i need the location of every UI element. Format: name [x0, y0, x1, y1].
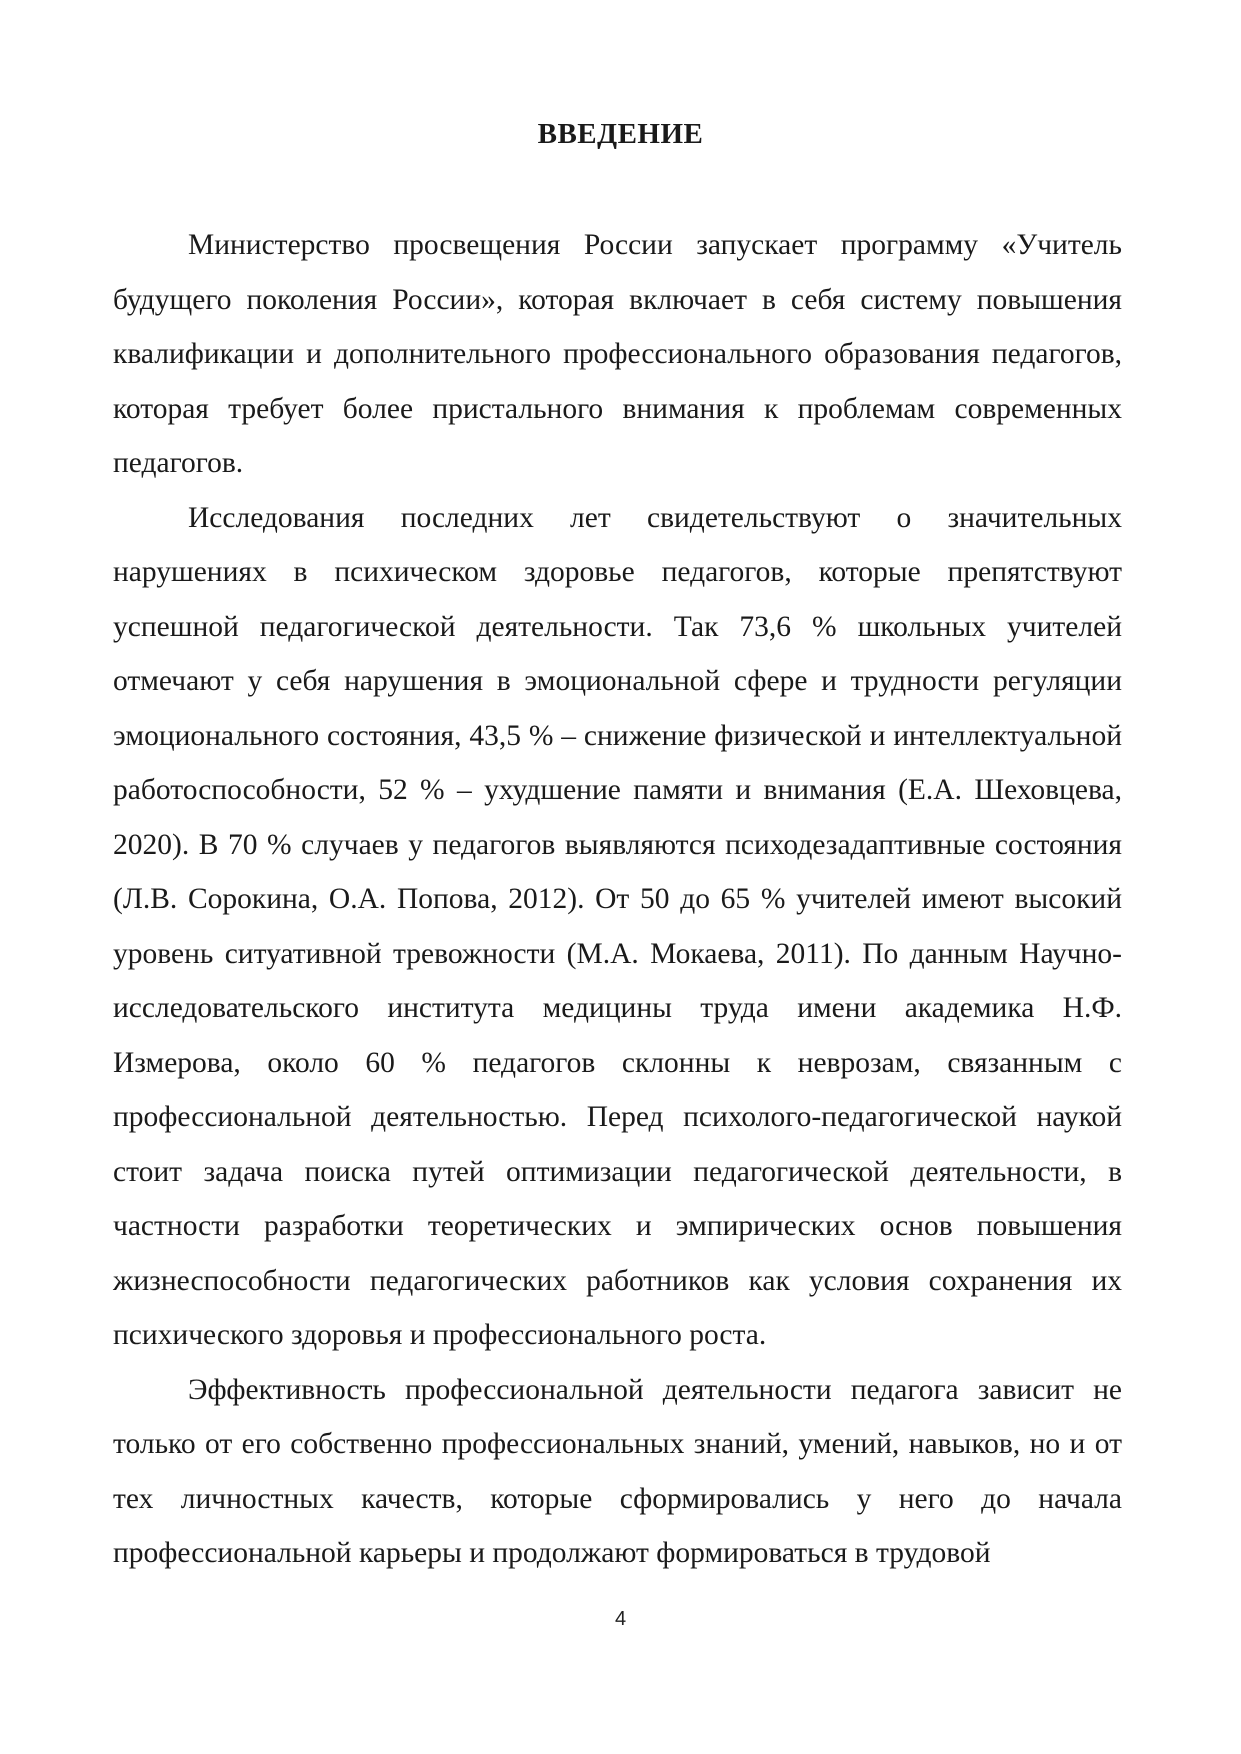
body-text	[113, 218, 1122, 1581]
paragraph-1: Министерство просвещения России запускает программу «Учитель будущего поколения России», которая включает в себя систему повышения квалификации и дополнительного профессионального образования педагогов, которая требует более пристального внимания к проблемам современных педагогов.	[113, 229, 1122, 479]
page-title: ВВЕДЕНИЕ	[537, 118, 704, 150]
paragraph-2: Исследования последних лет свидетельствуют о значительных нарушениях в психическом здоровье педагогов, которые препятствуют успешной педагогической деятельности. Так 73,6 % школьных учителей отмечают у себя нарушения в эмоциональной сфере и трудности регуляции эмоционального состояния, 43,5 % – снижение физической и интеллектуальной работоспособности, 52 % – ухудшение памяти и внимания (Е.А. Шеховцева, 2020). В 70 % случаев у педагогов выявляются психодезадаптивные состояния (Л.В. Сорокина, О.А. Попова, 2012). От 50 до 65 % учителей имеют высокий уровень ситуативной тревожности (М.А. Мокаева, 2011). По данным Научно-исследовательского института медицины труда имени академика Н.Ф. Измерова, около 60 % педагогов склонны к неврозам, связанным с профессиональной деятельностью. Перед психолого-педагогической наукой стоит задача поиска путей оптимизации педагогической деятельности, в частности разработки теоретических и эмпирических основ повышения жизнеспособности педагогических работников как условия сохранения их психического здоровья и профессионального роста.	[113, 501, 1122, 1351]
paragraph-3: Эффективность профессиональной деятельности педагога зависит не только от его собственно профессиональных знаний, умений, навыков, но и от тех личностных качеств, которые сформировались у него до начала профессиональной карьеры и продолжают формироваться в трудовой	[113, 1373, 1122, 1569]
page-number: 4	[614, 1608, 627, 1630]
